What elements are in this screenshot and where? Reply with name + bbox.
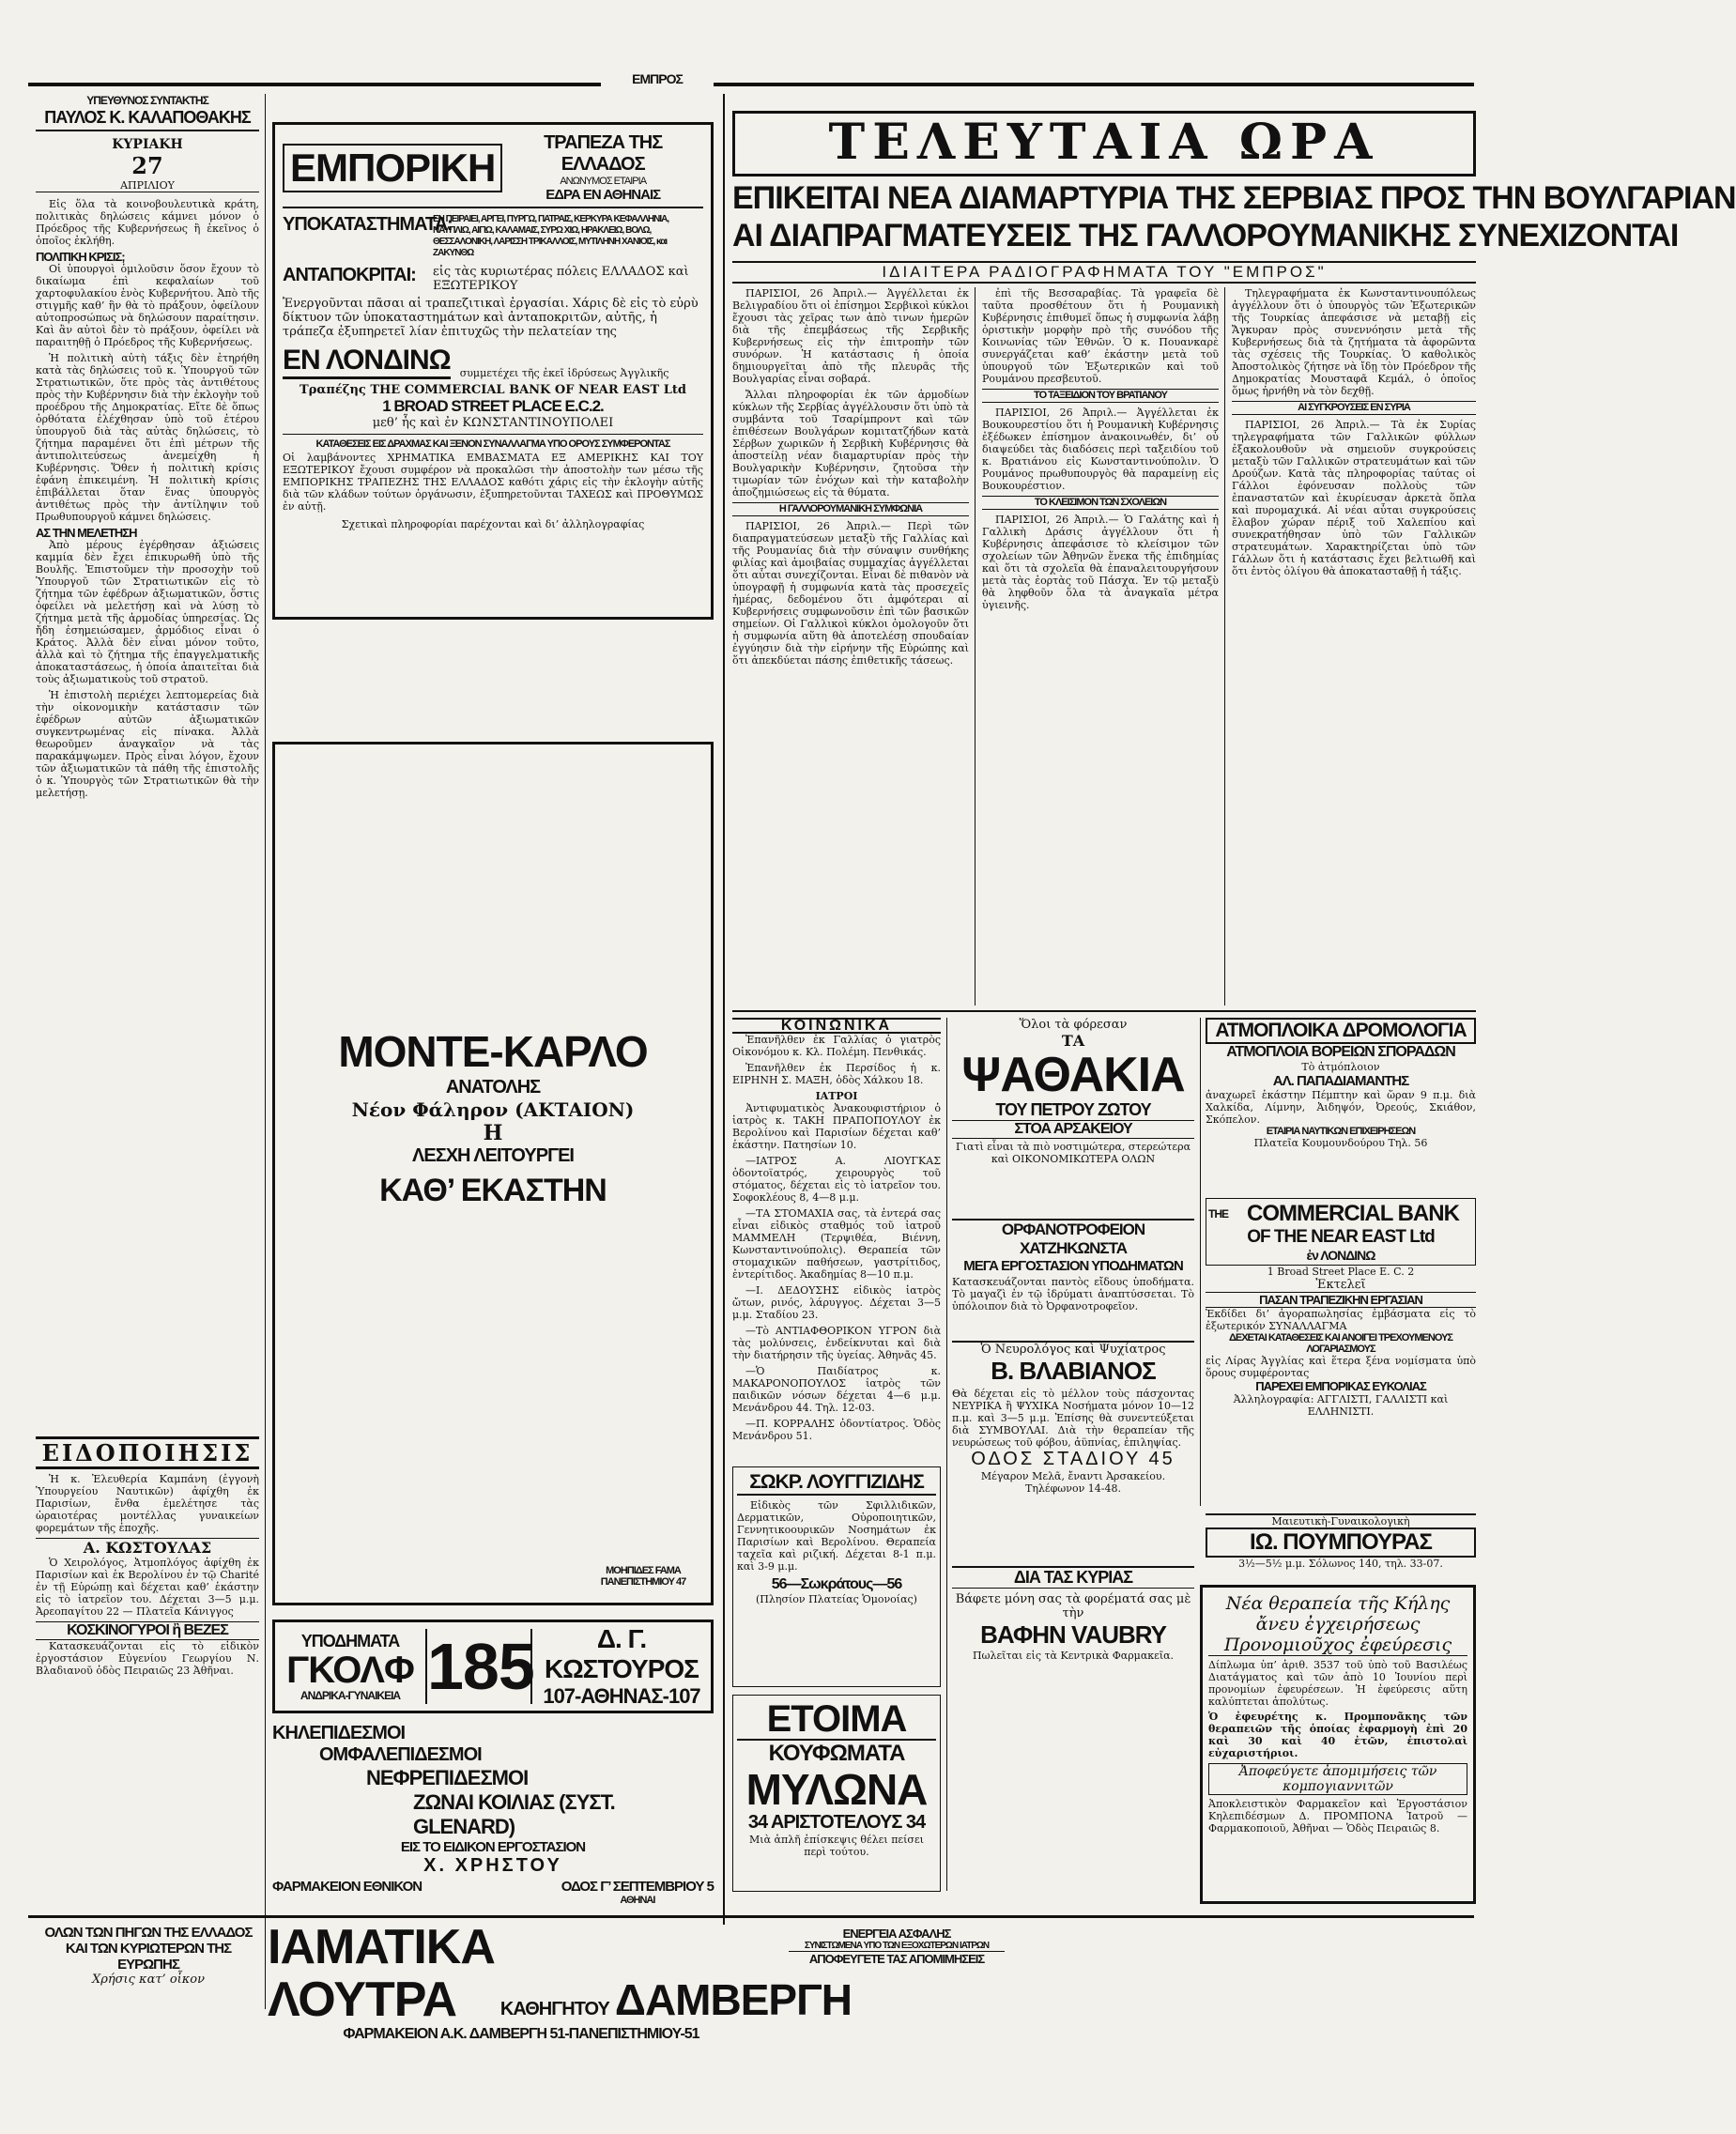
bottom-rule [28,1915,1474,1918]
koinonika-item: Ἐπανῆλθεν ἐκ Γαλλίας ὁ γιατρὸς Οἰκονόμου κ. Κλ. Πολέμη. Πενθικάς. [732,1034,941,1058]
dentist-ad [732,1466,941,1687]
cb-title: COMMERCIAL BANK [1247,1201,1459,1226]
cb-languages: Ἀλληλογραφία: ΑΓΓΛΙΣΤΙ, ΓΑΛΛΙΣΤΙ καὶ ΕΛΛΗΝΙΣΤΙ. [1233,1393,1449,1418]
patent-warning: Ἀποφεύγετε ἀπομιμήσεις τῶν κομπογιαννιτῶν [1208,1763,1467,1795]
bank-seat: ΕΔΡΑ ΕΝ ΑΘΗΝΑΙΣ [545,187,661,203]
belts-line: ΕΙΣ ΤΟ ΕΙΔΙΚΟΝ ΕΡΓΟΣΤΑΣΙΟΝ [400,1839,586,1855]
top-rule [28,83,1474,86]
koinonika-item: —Π. ΚΟΡΡΑΛΗΣ ὀδοντίατρος. Ὁδὸς Μενάνδρου 51. [732,1418,941,1442]
koinonika-item: —Ι. ΔΕΔΟΥΣΗΣ εἰδικὸς ἰατρὸς ὤτων, ρινός, λάρυγγος. Δέχεται 3—5 μ.μ. Σταδίου 23. [732,1284,941,1321]
announcement: Ἡ κ. Ἐλευθερία Καμπάνη (ἐγγονὴ Ὑπουργείου Ναυτικῶν) ἀφίχθη ἐκ Παρισίων, ἔνθα ἐμελέτησε τὰς ὡραιοτέρας μοντέλλας γυναικείων φορεμάτων τῆς ἐποχῆς. [36,1473,259,1534]
radio-subhead: ΙΔΙΑΙΤΕΡΑ ΡΑΔΙΟΓΡΑΦΗΜΑΤΑ ΤΟΥ "ΕΜΠΡΟΣ" [732,261,1476,284]
deposits-text: Οἱ λαμβάνοντες ΧΡΗΜΑΤΙΚΑ ΕΜΒΑΣΜΑΤΑ ΕΞ ΑΜΕΡΙΚΗΣ ΚΑΙ ΤΟΥ ΕΞΩΤΕΡΙΚΟΥ ἔχουσι συμφέρον νὰ προκαλῶσι τὴν ἀποστολὴν των μέσω τῆς ΕΜΠΟΡΙΚΗΣ ΤΡΑΠΕΖΗΣ ΤΗΣ ΕΛΛΑΔΟΣ καθότι χάρις εἰς τὴν ἐκλογὴν αὐτῆς διὰ τῶν κλάδων τούτων ὀργάνωσιν, ἐξυπηρετοῦνται ΤΑΧΕΩΣ καὶ ΠΡΟΘΥΜΩΣ ἐν αὐτῇ. [283,452,703,513]
news-paragraph: ΠΑΡΙΣΙΟΙ, 26 Ἀπριλ.— Ἀγγέλλεται ἐκ Βουκουρεστίου ὅτι ἡ Ρουμανικὴ Κυβέρνησις ἐξέδωκεν ἐπίσημον ἀνακοινωθέν, δι’ οὗ διαψεύδει τὰς διαδόσεις περὶ ταξειδίου τοῦ κ. Βρατιάνου εἰς Κωνσταντινούπολιν. Ὁ Ρουμάνος πρωθυπουργὸς θὰ παραμείνῃ εἰς Βουκουρέστιον. [982,407,1219,492]
date-day: 27 [131,152,163,179]
column-divider [1200,1018,1201,1506]
last-hour-banner: ΤΕΛΕΥΤΑΙΑ ΩΡΑ [828,114,1380,171]
shoes-ad [272,1620,714,1713]
deposits-heading: ΚΑΤΑΘΕΣΕΙΣ ΕΙΣ ΔΡΑΧΜΑΣ ΚΑΙ ΞΕΝΟΝ ΣΥΝΑΛΛΑΓΜΑ ΥΠΟ ΟΡΟΥΣ ΣΥΜΦΕΡΟΝΤΑΣ [315,438,670,450]
news-heading: ΤΟ ΚΛΕΙΣΙΜΟΝ ΤΩΝ ΣΧΟΛΕΙΩΝ [982,496,1219,510]
section-rule [732,1010,1476,1012]
editor-label: ΥΠΕΥΘΥΝΟΣ ΣΥΝΤΑΚΤΗΣ [86,94,208,107]
news-column-1 [732,287,969,1006]
ships-route: ἀναχωρεῖ ἑκάστην Πέμπτην καὶ ὥραν 9 π.μ. διὰ Χαλκίδα, Λίμνην, Ἀιδηψόν, Ὀρεούς, Σκιάθον, Σκόπελον. [1206,1089,1476,1126]
shoes-address: 107-ΑΘΗΝΑΣ-107 [543,1684,700,1708]
cb-offers: ΠΑΡΕΧΕΙ ΕΜΠΟΡΙΚΑΣ ΕΥΚΟΛΙΑΣ [1255,1379,1426,1393]
left-paragraph: Ἀπὸ μέρους ἐγέρθησαν ἀξιώσεις καμμία δὲν ἔχει ἐπικυρωθῆ ὑπὸ τῆς Βουλῆς. Ἐπιστοῦμεν τὴν προσοχὴν τοῦ Ὑπουργοῦ τῶν Στρατιωτικῶν εἰς τὸ ζήτημα τῶν ἐφέδρων ἀξιωματικῶν, ὅστις ὀφείλει νὰ μελετήσῃ καὶ νὰ λύσῃ τὸ ζήτημα μετὰ τῆς ἁρμοδίας ὑπηρεσίας. Ὡς ἤδη ἐσημειώσαμεν, ἀρμόδιος εἶναι ὁ Κράτος. Ἀλλὰ δὲν εἶναι μόνον τοῦτο, ἀλλὰ καὶ τὸ ζήτημα τῆς ἐπαγγελματικῆς ἀποκαταστάσεως, ἡ ὁποία ἀπαιτεῖται διὰ τοὺς ἀξιωματικοὺς τοῦ στρατοῦ. [36,539,259,685]
ships-name: ΑΛ. ΠΑΠΑΔΙΑΜΑΝΤΗΣ [1272,1073,1409,1089]
bottom-right-ad [789,1927,1005,1966]
ladies-sold: Πωλεῖται εἰς τὰ Κεντρικὰ Φαρμακεῖα. [972,1650,1175,1662]
cb-deposits: ΔΕΧΕΤΑΙ ΚΑΤΑΘΕΣΕΙΣ ΚΑΙ ΑΝΟΙΓΕΙ ΤΡΕΧΟΥΜΕΝΟΥΣ ΛΟΓΑΡΙΑΣΜΟΥΣ [1228,1332,1453,1355]
belts-line: ΟΜΦΑΛΕΠΙΔΕΣΜΟΙ [319,1744,482,1765]
announcement: Ὁ Χειρολόγος, Ἀτμοπλόγος ἀφίχθη ἐκ Παρισίων καὶ ἐκ Βερολίνου ἐν τῷ Charité ἐν τῇ Εὐρώπῃ καὶ δέχεται καθ’ ἑκάστην εἰς τὸ ἰατρεῖον του. Δέχεται 3—5 μ.μ. Ἀρεοπαγίτου 22 — Πλατεῖα Κάνιγγος [36,1557,259,1618]
ships-sub: ΑΤΜΟΠΛΟΙΑ ΒΟΡΕΙΩΝ ΣΠΟΡΑΔΩΝ [1226,1044,1455,1060]
gyn-name: ΙΩ. ΠΟΥΜΠΟΥΡΑΣ [1206,1528,1476,1558]
date-month: ΑΠΡΙΛΙΟΥ [36,179,259,192]
cb-london: ἐν ΛΟΝΔΙΝΩ [1306,1248,1375,1263]
ships-ad [1206,1018,1476,1149]
patent-text-1: Δίπλωμα ὑπ’ ἀριθ. 3537 τοῦ ὑπὸ τοῦ Βασιλέως Διατάγματος καὶ τῶν ἀπὸ 10 Ἰουνίου περὶ προνομίων ἐφευρέσεων. Ἡ ἐφεύρεσις αὕτη καλύπτεται ἀπολύτως. [1208,1659,1467,1708]
orphanage-title: ΟΡΦΑΝΟΤΡΟΦΕΙΟΝ ΧΑΤΖΗΚΩΝΣΤΑ [952,1219,1194,1258]
psathakia-store: ΣΤΟΑ ΑΡΣΑΚΕΙΟΥ [952,1120,1194,1139]
running-title: ΕΜΠΡΟΣ [601,71,714,86]
belts-line: ΝΕΦΡΕΠΙΔΕΣΜΟΙ [366,1766,529,1789]
mylona-name: ΜΥΛΩΝΑ [745,1765,928,1814]
news-column-3 [1232,287,1476,1006]
bank-operations: Ἐνεργοῦνται πᾶσαι αἱ τραπεζιτικαὶ ἐργασίαι. Χάρις δὲ εἰς τὸ εὐρὺ δίκτυον τῶν ὑποκαταστημάτων καὶ ἀνταποκριτῶν, αὐτῆς, ἡ τράπεζα ἐξυπηρετεῖ λίαν ἐπιτυχῶς τὴν πελατείαν της [283,297,699,339]
london-label: ΕΝ ΛΟΝΔΙΝΩ [283,345,451,379]
news-heading: ΤΟ ΤΑΞΕΙΔΙΟΝ ΤΟΥ ΒΡΑΤΙΑΝΟΥ [982,389,1219,403]
ladies-title: ΔΙΑ ΤΑΣ ΚΥΡΙΑΣ [952,1566,1194,1589]
psathakia-note: Γιατὶ εἶναι τὰ πιὸ νοστιμώτερα, στερεώτερα καὶ ΟΙΚΟΝΟΜΙΚΩΤΕΡΑ ΟΛΩΝ [956,1141,1191,1165]
date-weekday: ΚΥΡΙΑΚΗ [112,137,183,152]
cb-all: ΠΑΣΑΝ ΤΡΑΠΕΖΙΚΗΝ ΕΡΓΑΣΙΑΝ [1206,1292,1476,1308]
left-announcements [36,1436,259,1681]
mylona-ready: ΕΤΟΙΜΑ [737,1699,936,1741]
koinonika-item: Ἐπανῆλθεν ἐκ Περσίδος ἡ κ. ΕΙΡΗΝΗ Σ. ΜΑΞΗ, ὁδὸς Χάλκου 18. [732,1062,941,1086]
dentist-text: Εἰδικὸς τῶν Σφιλλιδικῶν, Δερματικῶν, Οὐροποιητικῶν, Γεννητικοουρικῶν Νοσημάτων ἐκ Παρισίων καὶ Βερολίνου. Θεραπεία ταχεῖα καὶ ριζική. Δέχεται 8-1 π.μ. καὶ 3-9 μ.μ. [737,1499,936,1573]
news-paragraph: Τηλεγραφήματα ἐκ Κωνσταντινουπόλεως ἀγγέλλουν ὅτι ὁ ὑπουργὸς τῶν Ἐξωτερικῶν τῆς Τουρκίας ἀπεφάσισε νὰ μεταβῇ εἰς Ἄγκυραν πρὸς συνεννόησιν μετὰ τῆς Κυβερνήσεως διὰ τὰ ζητήματα τὰ ἀφορῶντα τὰς σχέσεις τῆς Τουρκίας. Ὁ καθολικὸς Ἀποστολικὸς ζήτησε νὰ ἴδῃ τὸν Πρόεδρον τῆς Δημοκρατίας Μουσταφᾶ Κεμάλ, ὁ ὁποῖος ὅμως ἠρνήθη νὰ τὸν δεχθῇ. [1232,287,1476,397]
column-divider [265,94,266,2009]
ships-company: ΕΤΑΙΡΙΑ ΝΑΥΤΙΚΩΝ ΕΠΙΧΕΙΡΗΣΕΩΝ [1266,1126,1416,1137]
cb-fx: Ἐκδίδει δι’ ἀγοραπωλησίας ἐμβάσματα εἰς τὸ ἐξωτερικόν ΣΥΝΑΛΛΑΓΜΑ [1206,1308,1476,1332]
announcement-title: ΚΟΣΚΙΝΟΓΥΡΟΙ ἢ ΒΕΖΕΣ [36,1621,259,1640]
koinonika-item: —ΤΑ ΣΤΟΜΑΧΙΑ σας, τὰ ἐντερά σας εἶναι εἰδικὸς σταθμός τοῦ ἰατροῦ ΜΑΜΜΕΛΗ (Τερψιθέα, Βιέννη, Κωνσταντινούπολις). Θεραπεία τῶν στομαχικῶν παθήσεων, γαστρίτιδος, ἐντερίτιδος. Ἀκαδημίας 8—10 π.μ. [732,1207,941,1281]
monte-carlo-club: ΛΕΣΧΗ ΛΕΙΤΟΥΡΓΕΙ [412,1145,574,1166]
bank-ad [272,122,714,620]
bank-footer: Σχετικαὶ πληροφορίαι παρέχονται καὶ δι’ ἀλληλογραφίας [341,518,645,530]
correspondents-label: ΑΝΤΑΠΟΚΡΙΤΑΙ: [283,265,416,285]
headline-1: ΕΠΙΚΕΙΤΑΙ ΝΕΑ ΔΙΑΜΑΡΤΥΡΙΑ ΤΗΣ ΣΕΡΒΙΑΣ ΠΡΟΣ ΤΗΝ ΒΟΥΛΓΑΡΙΑΝ [732,180,1736,216]
baths-title: ΙΑΜΑΤΙΚΑ ΛΟΥΤΡΑ [268,1920,495,2027]
koinonika-item: —Ὁ Παιδίατρος κ. ΜΑΚΑΡΟΝΟΠΟΥΛΟΣ ἰατρὸς τῶν παιδικῶν νόσων δέχεται 4—6 μ.μ. Μενάνδρου 44. Τηλ. 12-03. [732,1365,941,1414]
shoes-merchant: Δ. Γ. ΚΩΣΤΟΥΡΟΣ [544,1624,699,1683]
announcement-title: Α. ΚΩΣΤΟΥΛΑΣ [36,1538,259,1557]
shoes-number: 185 [427,1630,534,1703]
belts-pharmacy: ΦΑΡΜΑΚΕΙΟΝ ΕΘΝΙΚΟΝ [272,1879,422,1895]
doctor-ad [952,1341,1194,1495]
london-note: συμμετέχει τῆς ἐκεῖ ἱδρύσεως Ἀγγλικῆς [459,367,669,379]
branches-list: ΕΝ ΠΕΙΡΑΙΕΙ, ΑΡΓΕΙ, ΠΥΡΓΩ, ΠΑΤΡΑΙΣ, ΚΕΡΚΥΡΑ ΚΕΦΑΛΛΗΝΙΑ, ΝΑΥΠΛΙΩ, ΑΙΓΙΩ, ΚΑΛΑΜΑΙΣ, ΣΥΡΩ ΧΙΩ, ΗΡΑΚΛΕΙΩ, ΒΟΛΩ, ΘΕΣΣΑΛΟΝΙΚΗ, ΛΑΡΙΣΣΗ ΤΡΙΚΑΛΛΟΙΣ, ΜΥΤΙΛΗΝΗ ΧΑΝΙΟΙΣ, και ΖΑΚΥΝΘΩ [433,214,669,258]
orphanage-ad [952,1219,1194,1313]
safe-line-1: ΕΝΕΡΓΕΙΑ ΑΣΦΑΛΗΣ [842,1927,951,1941]
monte-carlo-location: Νέον Φάληρον (ΑΚΤΑΙΟΝ) [351,1098,635,1121]
psathakia-ta: ΤΑ [1061,1032,1085,1050]
column-divider [946,1018,947,1891]
belts-city: ΑΘΗΝΑΙ [620,1895,655,1906]
monte-carlo-daily: ΚΑΘ’ ΕΚΑΣΤΗΝ [379,1173,607,1208]
gyn-pre: Μαιευτικὴ-Γυναικολογικὴ [1206,1513,1476,1528]
column-divider [723,94,725,1925]
bank-name: ΕΜΠΟΡΙΚΗ [283,144,502,192]
doctor-name: Β. ΒΛΑΒΙΑΝΟΣ [991,1357,1156,1385]
springs-line-3: Χρήσις κατ’ οἶκον [91,1973,205,1987]
koinonika-item: —Τὸ ΑΝΤΙΑΦΘΟΡΙΚΟΝ ΥΓΡΟΝ διὰ τὰς μολύνσεις, ἐνδείκνυται καὶ διὰ τὴν διατήρησιν τῆς ὑγείας. Ἀθηνᾶς 45. [732,1325,941,1361]
correspondents-text: εἰς τὰς κυριωτέρας πόλεις ΕΛΛΑΔΟΣ καὶ ΕΞΩΤΕΡΙΚΟΥ [433,265,689,293]
london-bank: Τραπέζης THE COMMERCIAL BANK OF NEAR EAST Ltd [300,383,686,397]
mylona-coffins: ΚΟΥΦΩΜΑΤΑ [768,1741,905,1766]
doctor-text: Θὰ δέχεται εἰς τὸ μέλλον τοὺς πάσχοντας ΝΕΥΡΙΚΑ ἢ ΨΥΧΙΚΑ Νοσήματα μόνον 10—12 π.μ. καὶ 3—5 μ.μ. Ἐπίσης θὰ συνεντεύξεται διὰ ΣΥΜΒΟΥΛΑΙ. Διὰ τὴν θεραπείαν τῆς νευρώσεως τοῦ φόβου, ἀϋπνίας, ἐπιληψίας. [952,1388,1194,1449]
doctor-pre: Ὁ Νευρολόγος καὶ Ψυχίατρος [952,1341,1194,1357]
editor-name: ΠΑΥΛΟΣ Κ. ΚΑΛΑΠΟΘΑΚΗΣ [36,108,259,131]
column-divider [975,287,976,1006]
left-paragraph: Οἱ ὑπουργοὶ ὁμιλοῦσιν ὅσον ἔχουν τὸ δικαίωμα ἐπὶ κεφαλαίων τοῦ χαρτοφυλακίου ἑνὸς Κυβερνήτου. Ἀπὸ τῆς στιγμῆς καθ’ ἣν θὰ τὸ πράξουν, ὀφείλουν αὐτοπροσώπως νὰ δηλώσουν παραίτησιν. Καὶ ἂν αὐτοὶ δὲν τὸ πράξουν, ὀφείλει νὰ παραιτηθῇ ὁ Πρόεδρος τῆς Κυβερνήσεως. [36,263,259,348]
commercial-bank-ad [1206,1198,1476,1418]
patent-ad [1200,1585,1476,1904]
patent-sold: Ἀποκλειστικὸν Φαρμακεῖον καὶ Ἐργοστάσιον Κηλεπιδέσμων Δ. ΠΡΟΜΠΟΝΑ Ἰατροῦ — Φαρμακοποιοῦ, Ἀθῆναι — Ὁδὸς Πειραιῶς 8. [1208,1798,1467,1835]
news-column-2 [982,287,1219,1006]
bank-title: ΤΡΑΠΕΖΑ ΤΗΣ ΕΛΛΑΔΟΣ [544,132,663,175]
monte-carlo-conj: Η [483,1121,503,1145]
psathakia-ad [952,1018,1194,1165]
branches-label: ΥΠΟΚΑΤΑΣΤΗΜΑΤΑ: [283,214,453,235]
monte-carlo-title: ΜΟΝΤΕ-ΚΑΡΛΟ [338,1027,648,1076]
patent-line-1: Νέα θεραπεία τῆς Κήλης [1225,1593,1451,1614]
printer-mark: ΜΟΗΠΙΔΕΣ FAMA ΠΑΝΕΠΙΣΤΗΜΙΟΥ 47 [600,1565,686,1588]
left-column [36,94,259,2084]
koinonika-item: Ἀντιφυματικὸς Ἀνακουφιστήριον ὁ ἰατρὸς κ. ΤΑΚΗ ΠΡΑΠΟΠΟΥΛΟΥ ἐκ Βερολίνου καὶ Παρισίων δέχεται καθ’ ἑκάστην. Πατησίων 10. [732,1102,941,1151]
gyn-ad [1206,1513,1476,1570]
news-paragraph: Ἄλλαι πληροφορίαι ἐκ τῶν ἁρμοδίων κύκλων τῆς Σερβίας ἀγγέλλουσιν ὅτι ὑπὸ τὰ συμβάντα τοῦ Τσαρίμπροντ καὶ τῶν ἐπιθέσεων Βουλγάρων κομιτατζήδων κατὰ Σέρβων χωρικῶν ἡ Σερβικὴ Κυβέρνησις θὰ ἀποστείλῃ νέαν διαμαρτυρίαν πρὸς τὴν Βουλγαρικὴν Κυβέρνησιν, ζητοῦσα τὴν τιμωρίαν τῶν ἐνόχων καὶ τὴν καταβολὴν ἀποζημιώσεως εἰς τὰ θύματα. [732,389,969,499]
ships-address: Πλατεῖα Κουμουνδούρου Τηλ. 56 [1253,1137,1428,1149]
baths-by: ΚΑΘΗΓΗΤΟΥ [499,1999,609,2019]
springs-line-1: ΟΛΩΝ ΤΩΝ ΠΗΓΩΝ ΤΗΣ ΕΛΛΑΔΟΣ [44,1925,253,1941]
psathakia-pre: Ὅλοι τὰ φόρεσαν [1019,1018,1128,1032]
springs-line-2: ΚΑΙ ΤΩΝ ΚΥΡΙΩΤΕΡΩΝ ΤΗΣ ΕΥΡΩΠΗΣ [65,1941,232,1973]
left-paragraph: Ἡ πολιτικὴ αὐτὴ τάξις δὲν ἐτηρήθη κατὰ τὰς δηλώσεις τοῦ κ. Ὑπουργοῦ τῶν Στρατιωτικῶν, ὅτε πρὸς τὰς ἀντιθέτους πρὸς τὴν Κυβέρνησιν διὰ τὴν ἐκλογὴν τοῦ προέδρου τῆς Δημοκρατίας. Εἴτε δὲ ὅπως ὀρθότατα ἐλέχθησαν ὑπὸ τοῦ ἐτέρου ὑπουργοῦ διὰ τὰς αὐτὰς δηλώσεις, τὸ ζήτημα παραμένει ὅτι ἐπὶ μέτρων τῆς ἀντιπολιτεύσεως ἀνεμείχθη ἡ Κυβέρνησις. Ὅθεν ἡ πολιτικὴ κρίσις ἐφάνη ἐπικειμένη. Ἡ πολιτικὴ κρίσις ἐπιβάλλεται ὅταν ἕνας ὑπουργὸς ἀντιθέτως πρὸς τὴν ἀντίληψιν τοῦ Πρωθυπουργοῦ κάμνει δηλώσεις. [36,352,259,523]
patent-text-2: Ὁ ἐφευρέτης κ. Προμπονᾶκης τῶν θεραπειῶν τῆς ὁποίας ἐφαρμογὴ ἐπὶ 20 καὶ 30 καὶ 40 ἐτῶν, ἐπιστολαὶ εὐχαριστήριοι. [1208,1711,1467,1759]
left-heading: ΑΣ ΤΗΝ ΜΕΛΕΤΗΣΗ [36,526,137,540]
dentist-address: 56—Σωκράτους—56 [771,1576,902,1592]
safe-line-3: ΑΠΟΦΕΥΓΕΤΕ ΤΑΣ ΑΠΟΜΙΜΗΣΕΙΣ [789,1951,1005,1966]
news-paragraph: ἐπὶ τῆς Βεσσαραβίας. Τὰ γραφεῖα δὲ ταῦτα προσθέτουν ὅτι ἡ Ρουμανικὴ Κυβέρνησις ἐπιθυμεῖ ὅπως ἡ συμφωνία λάβῃ ὁριστικὴν μορφὴν πρὸ τῆς συνόδου τῆς Κοινωνίας τῶν Ἐθνῶν. Ὁ κ. Πουανκαρὲ συνεργάζεται καθ’ ἑκάστην μετὰ τοῦ ὑπουργοῦ τῶν Ἐξωτερικῶν καὶ τοῦ Ρουμάνου πρεσβευτοῦ. [982,287,1219,385]
patent-line-2: ἄνευ ἐγχειρήσεως [1255,1614,1421,1635]
psathakia-maker: ΤΟΥ ΠΕΤΡΟΥ ΖΩΤΟΥ [995,1100,1151,1119]
ladies-brand: ΒΑΦΗΝ VAUBRY [980,1620,1166,1649]
left-paragraph: Ἡ ἐπιστολὴ περιέχει λεπτομερείας διὰ τὴν οἰκονομικὴν κατάστασιν τῶν ἐφέδρων αὐτῶν ἀξιωματικῶν συγκεντρωμένας εἰς πίνακα. Ἀλλὰ θεωροῦμεν ἀναγκαῖον νὰ τὰς παρακάμψωμεν. Πρὸς εἶναι λόγον, ἔχουν τῶν ἀξιωματικῶν τὰ πάθη τῆς ἐπιστολῆς ὁ κ. Ὑπουργὸς τῶν Στρατιωτικῶν θὰ τὴν μελετήσῃ. [36,689,259,799]
column-divider [1224,287,1225,1006]
cb-currency: εἰς Λίρας Ἀγγλίας καὶ ἕτερα ξένα νομίσματα ὑπὸ ὅρους συμφέροντας [1206,1355,1476,1379]
news-heading: Η ΓΑΛΛΟΡΟΥΜΑΝΙΚΗ ΣΥΜΦΩΝΙΑ [732,502,969,516]
doctors-heading: ΙΑΤΡΟΙ [815,1090,858,1102]
ladies-ad [952,1566,1194,1662]
belts-line: ΖΩΝΑΙ ΚΟΙΛΙΑΣ (ΣΥΣΤ. GLENARD) [413,1790,615,1838]
baths-ad [268,1920,852,2043]
shoes-brand: ΓΚΟΛΦ [286,1649,414,1691]
ships-title: ΑΤΜΟΠΛΟΙΚΑ ΔΡΟΜΟΛΟΓΙΑ [1206,1018,1476,1044]
koinonika-item: —ΙΑΤΡΟΣ Α. ΛΙΟΥΓΚΑΣ ὁδοντοϊατρός, χειρουργὸς τοῦ στόματος, δέχεται εἰς τὸ ἰατρεῖον του. Σοφοκλέους 8, 4—8 μ.μ. [732,1155,941,1204]
baths-pharmacy: ΦΑΡΜΑΚΕΙΟΝ Α.Κ. ΔΑΜΒΕΡΓΗ 51-ΠΑΝΕΠΙΣΤΗΜΙΟΥ-51 [343,2026,699,2042]
bank-subtitle: ΑΝΩΝΥΜΟΣ ΕΤΑΙΡΙΑ [560,176,647,187]
monte-carlo-subtitle: ΑΝΑΤΟΛΗΣ [445,1077,541,1098]
belts-ad [272,1723,714,1911]
doctor-building: Μέγαρον Μελᾶ, ἔναντι Ἀρσακείου. Τηλέφωνον 14-48. [980,1470,1166,1495]
gyn-hours: 3½—5½ μ.μ. Σόλωνος 140, τηλ. 33-07. [1238,1558,1443,1570]
orphanage-sub: ΜΕΓΑ ΕΡΓΟΣΤΑΣΙΟΝ ΥΠΟΔΗΜΑΤΩΝ [963,1258,1183,1274]
dentist-name: ΣΩΚΡ. ΛΟΥΓΓΙΖΙΔΗΣ [737,1471,936,1496]
news-heading: ΑΙ ΣΥΓΚΡΟΥΣΕΙΣ ΕΝ ΣΥΡΙΑ [1232,401,1476,415]
cb-of: OF THE NEAR EAST Ltd [1247,1227,1435,1247]
psathakia-title: ΨΑΘΑΚΙΑ [961,1048,1185,1102]
cb-address: 1 Broad Street Place E. C. 2 [1267,1266,1415,1278]
koinonika-column [732,1018,941,1459]
ladies-text: Βάφετε μόνη σας τὰ φορέματά σας μὲ τὴν [955,1592,1191,1620]
shoes-sub: ΑΝΔΡΙΚΑ-ΓΥΝΑΙΚΕΙΑ [300,1688,401,1702]
left-paragraph: Εἰς ὅλα τὰ κοινοβουλευτικὰ κράτη, πολιτικὰς δηλώσεις κάμνει μόνον ὁ Πρόεδρος τῆς Κυβερνήσεως ἢ ἐκεῖνος ὁ ὁποῖος ἐκλήθη. [36,198,259,247]
news-paragraph: ΠΑΡΙΣΙΟΙ, 26 Ἀπριλ.— Ἀγγέλλεται ἐκ Βελιγραδίου ὅτι οἱ ἐπίσημοι Σερβικοὶ κύκλοι ἔχουσι τὰς χεῖρας των ἀπὸ τινων ἡμερῶν διὰ τῆς ἐπεμβάσεως τῆς Σερβικῆς Κυβερνήσεως εἰς τὴν ἐπιτροπὴν τῶν συνόρων. Ἡ κατάστασις ἡ ὁποία δημιουργεῖται ἀπὸ τῆς πλευρᾶς τῆς Βουλγαρίας εἶναι σοβαρά. [732,287,969,385]
belts-line: Χ. ΧΡΗΣΤΟΥ [423,1855,562,1876]
koinonika-title: ΚΟΙΝΩΝΙΚΑ [732,1018,941,1034]
belts-street: ΟΔΟΣ Γ’ ΣΕΠΤΕΜΒΡΙΟΥ 5 [561,1879,714,1895]
news-paragraph: ΠΑΡΙΣΙΟΙ, 26 Ἀπριλ.— Ὁ Γαλάτης καὶ ἡ Γαλλικὴ Δράσις ἀγγέλλουν ὅτι ἡ Κυβέρνησις ἀπεφάσισε τὸ κλείσιμον τῶν σχολείων τῶν Ἀθηνῶν ἕνεκα τῆς ἐπιδημίας καὶ ὅτι τὰ σχολεῖα θὰ ἐπαναλειτουργήσουν μετὰ τὰς ἑορτὰς τοῦ Πάσχα. Ἐν τῷ μεταξὺ θὰ ληφθοῦν ὅλα τὰ ἀναγκαῖα μέτρα ὑγιεινῆς. [982,514,1219,611]
last-hour-banner-box [732,111,1476,177]
announcements-title: ΕΙΔΟΠΟΙΗΣΙΣ [36,1436,259,1469]
safe-line-2: ΣΥΝΙΣΤΩΜΕΝΑ ΥΠΟ ΤΩΝ ΕΞΟΧΩΤΕΡΩΝ ΙΑΤΡΩΝ [804,1941,990,1951]
monte-carlo-ad [272,742,714,1605]
headline-2: ΑΙ ΔΙΑΠΡΑΓΜΑΤΕΥΣΕΙΣ ΤΗΣ ΓΑΛΛΟΡΟΥΜΑΝΙΚΗΣ ΣΥΝΕΧΙΖΟΝΤΑΙ [732,218,1679,253]
doctor-street: ΟΔΟΣ ΣΤΑΔΙΟΥ 45 [971,1449,1175,1469]
news-paragraph: ΠΑΡΙΣΙΟΙ, 26 Ἀπριλ.— Περὶ τῶν διαπραγματεύσεων μεταξὺ τῆς Γαλλίας καὶ τῆς Ρουμανίας διὰ τὴν σύναψιν συνθήκης φιλίας καὶ ἀμοιβαίας συμμαχίας ἀγγέλλεται ὅτι αὗται συνεχίζονται. Εἶναι δὲ πιθανὸν νὰ ὑπογραφῇ ἡ συμφωνία κατὰ τὰς προσεχεῖς ἡμέρας, δεδομένου ὅτι ἀμφότεραι αἱ Κυβερνήσεις συμφωνοῦσιν ἐπὶ τῶν βασικῶν σημείων. Οἱ Γαλλικοὶ κύκλοι ὁμολογοῦν ὅτι ἡ συμφωνία αὕτη θὰ ἀποτελέσῃ σπουδαίαν ἐγγύησιν διὰ τὴν εἰρήνην τῆς Εὐρώπης καὶ ὅτι ἀπεκδύεται πάσης ἐπιθετικῆς τάσεως. [732,520,969,667]
dentist-place: (Πλησίον Πλατείας Ὁμονοίας) [756,1593,917,1605]
news-paragraph: ΠΑΡΙΣΙΟΙ, 26 Ἀπριλ.— Τὰ ἐκ Συρίας τηλεγραφήματα τῶν Γαλλικῶν φύλλων ἐξακολουθοῦν νὰ σημειοῦν συγκρούσεις μεταξὺ τῶν Γαλλικῶν στρατευμάτων καὶ τῶν Δρούζων. Κατὰ τὰς πληροφορίας ταύτας οἱ Γάλλοι ἐφόνευσαν πολλοὺς τῶν ἐπαναστατῶν καὶ ἐκυρίευσαν ἀρκετὰ ὅπλα καὶ πυρομαχικά. Αἱ νέαι αὗται συγκρούσεις ἔλαβον χώραν πέριξ τοῦ Χαλεπίου καὶ συνεκρατήθησαν ὑπὸ τῶν Γαλλικῶν στρατευμάτων. Χαρακτηρίζεται ὑπὸ τῶν Γάλλων ὅτι ἡ κατάστασις ἔχει βελτιωθῆ καὶ ὅτι ἐντὸς ὀλίγου θὰ ἀποκατασταθῇ ἡ τάξις. [1232,419,1476,577]
constantinople: μεθ’ ἧς καὶ ἐν ΚΩΝΣΤΑΝΤΙΝΟΥΠΟΛΕΙ [283,416,703,435]
mylona-address: 34 ΑΡΙΣΤΟΤΕΛΟΥΣ 34 [747,1812,926,1833]
baths-name: ΔΑΜΒΕΡΓΗ [614,1975,852,2024]
cb-executes: Ἐκτελεῖ [1315,1278,1366,1292]
orphanage-text: Κατασκευάζονται παντὸς εἴδους ὑποδήματα. Τὸ μαγαζὶ ἐν τῷ ἰδρύματι ἀναπτύσσεται. Τὸ ὑπόλοιπον διὰ τὸ Ὀρφανοτροφεῖον. [952,1276,1194,1313]
belts-line: ΚΗΛΕΠΙΔΕΣΜΟΙ [272,1723,406,1743]
shoes-label: ΥΠΟΔΗΜΑΤΑ [300,1631,400,1650]
bottom-left-ad [36,1925,261,1987]
cb-the: THE [1208,1207,1228,1221]
left-heading: ΠΟΛΙΤΙΚΗ ΚΡΙΣΙΣ; [36,250,125,264]
mylona-ad [732,1695,941,1892]
ships-label: Τὸ ἀτμόπλοιον [1301,1061,1380,1073]
mylona-note: Μιὰ ἁπλῆ ἐπίσκεψις θέλει πείσει περὶ τούτου. [749,1834,924,1858]
london-address: 1 BROAD STREET PLACE E.C.2. [382,397,604,415]
announcement: Κατασκευάζονται εἰς τὸ εἰδικὸν ἐργοστάσιον Εὐγενίου Γεωργίου Ν. Βλαδιανοῦ ὁδὸς Πειραιῶς 23 Ἀθῆναι. [36,1640,259,1677]
patent-line-3: Προνομιοῦχος ἐφεύρεσις [1208,1635,1467,1656]
